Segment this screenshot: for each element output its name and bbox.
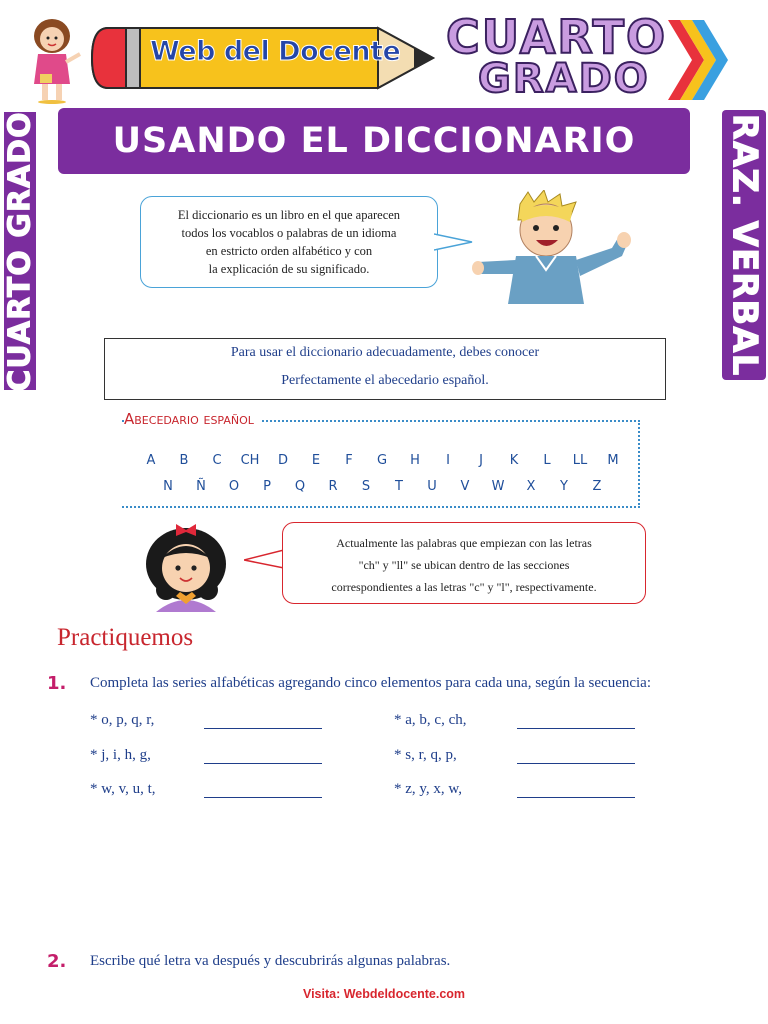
alphabet-letter: U <box>427 479 437 494</box>
speech-bubble-note <box>282 522 646 604</box>
alphabet-letter: T <box>395 479 403 494</box>
alphabet-letter: S <box>361 479 371 494</box>
answer-blank[interactable] <box>517 728 635 729</box>
question-1-number: 1. <box>47 673 67 694</box>
series-item-right: * s, r, q, p, <box>394 747 457 763</box>
alphabet-letter: D <box>277 453 289 468</box>
alphabet-letter: G <box>376 453 388 468</box>
alphabet-letter: V <box>460 479 470 494</box>
boy-illustration <box>472 190 634 306</box>
alphabet-letter: H <box>410 453 420 468</box>
bubble1-tail <box>434 232 474 252</box>
alphabet-letter: E <box>311 453 321 468</box>
bubble1-line: todos los vocablos o palabras de un idioma <box>181 226 397 240</box>
answer-blank[interactable] <box>517 763 635 764</box>
alphabet-letter: M <box>607 453 619 468</box>
alphabet-letter: Q <box>294 479 306 494</box>
series-item-left: * j, i, h, g, <box>90 747 151 763</box>
practice-title: Practiquemos <box>57 624 194 651</box>
alphabet-letter: Ñ <box>196 479 206 494</box>
rule-box <box>104 338 666 400</box>
side-banner-left <box>4 112 36 390</box>
answer-blank[interactable] <box>204 728 322 729</box>
rule-line-1: Para usar el diccionario adecuadamente, debes conocer <box>230 345 540 360</box>
speech-bubble-definition <box>140 196 438 288</box>
alphabet-letter: C <box>212 453 222 468</box>
grade-arrow-decoration <box>664 16 730 106</box>
alphabet-letter: B <box>179 453 189 468</box>
question-1-instruction: Completa las series alfabéticas agregando cinco elementos para cada una, según la secuencia: <box>90 675 651 691</box>
question-2-instruction: Escribe qué letra va después y descubrirás algunas palabras. <box>90 953 451 969</box>
alphabet-letter: LL <box>572 453 588 468</box>
side-banner-left-text: CUARTO GRADO <box>2 110 38 392</box>
alphabet-letter: I <box>446 453 450 468</box>
alphabet-letter: Y <box>560 479 568 494</box>
alphabet-letter: CH <box>240 453 260 468</box>
bubble2-line: Actualmente las palabras que empiezan con las letras <box>336 536 592 550</box>
alphabet-letter: O <box>228 479 240 494</box>
grade-line-2: GRADO <box>478 56 650 102</box>
answer-blank[interactable] <box>204 763 322 764</box>
alphabet-letter: A <box>146 453 156 468</box>
alphabet-letter: F <box>345 453 353 468</box>
question-2-number: 2. <box>47 951 67 972</box>
bubble2-tail <box>244 548 284 570</box>
bubble1-line: en estricto orden alfabético y con <box>205 244 373 258</box>
alphabet-letter: R <box>328 479 338 494</box>
bubble1-line: El diccionario es un libro en el que aparecen <box>177 208 401 222</box>
alphabet-letter: W <box>491 479 505 494</box>
series-item-right: * a, b, c, ch, <box>394 712 467 728</box>
series-item-right: * z, y, x, w, <box>394 781 463 797</box>
bubble2-line: "ch" y "ll" se ubican dentro de las secciones <box>358 558 570 572</box>
alphabet-letter: L <box>543 453 551 468</box>
girl-illustration <box>136 516 236 612</box>
alphabet-title: Abecedario español <box>124 410 260 428</box>
alphabet-letter: K <box>509 453 519 468</box>
grade-line-1: CUARTO <box>446 10 668 64</box>
alphabet-letter: N <box>163 479 173 494</box>
bubble2-line: correspondientes a las letras "c" y "l", respectivamente. <box>331 580 597 594</box>
page-title-bar <box>58 108 690 174</box>
logo-text: Web del Docente <box>150 36 401 67</box>
alphabet-letter: X <box>526 479 536 494</box>
rule-line-2: Perfectamente el abecedario español. <box>281 373 489 388</box>
series-item-left: * w, v, u, t, <box>90 781 156 797</box>
series-item-left: * o, p, q, r, <box>90 712 155 728</box>
teacher-illustration <box>22 14 84 104</box>
answer-blank[interactable] <box>204 797 322 798</box>
alphabet-letter: P <box>263 479 271 494</box>
side-banner-right <box>722 110 766 380</box>
page-title: USANDO EL DICCIONARIO <box>112 121 636 161</box>
answer-blank[interactable] <box>517 797 635 798</box>
bubble1-line: la explicación de su significado. <box>208 262 370 276</box>
side-banner-right-text: RAZ. VERBAL <box>724 113 765 377</box>
footer-link[interactable]: Visita: Webdeldocente.com <box>302 987 466 1001</box>
alphabet-letter: J <box>479 453 483 468</box>
alphabet-letter: Z <box>592 479 602 494</box>
